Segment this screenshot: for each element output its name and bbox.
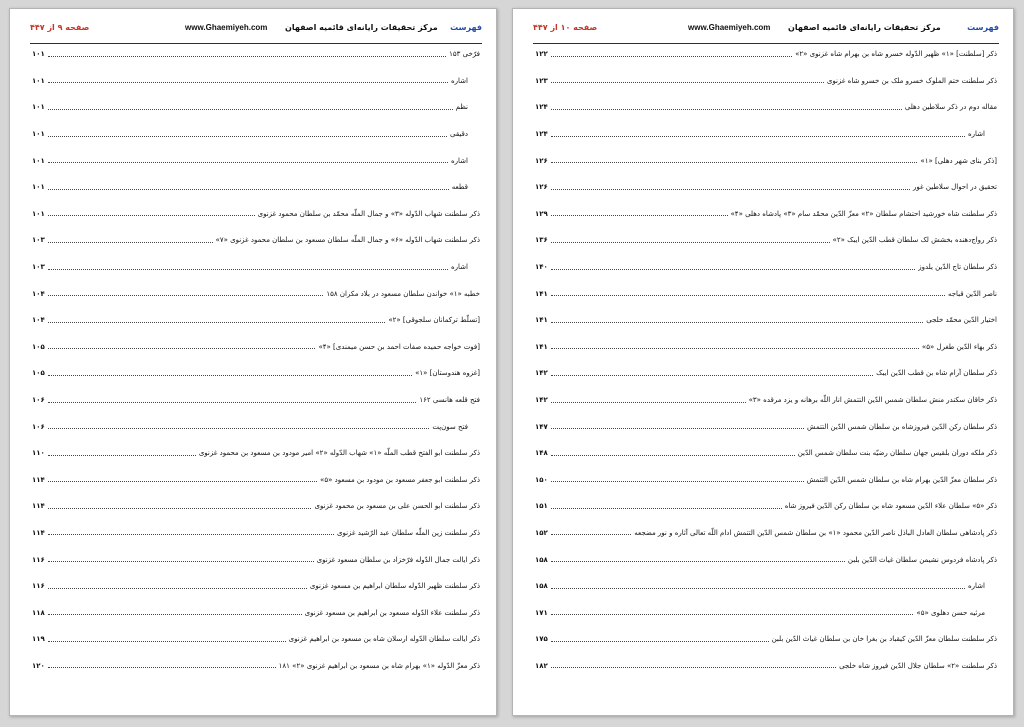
toc-entry-title: خطبه «۱» خواندن سلطان مسعود در بلاد مکران ۱۵۸ <box>326 289 480 298</box>
toc-entry-title: [فوت خواجه حمیده صفات احمد بن حسن میمندی] «۴» <box>318 342 480 351</box>
toc-entry[interactable] <box>535 573 997 600</box>
toc-entry[interactable] <box>32 653 480 680</box>
toc-entry-title: ذکر سلطنت شهاب الدّوله «۶» و جمال الملّه سلطان مسعود بن سلطان محمود غزنوی «۷» <box>215 236 480 245</box>
leader-dots <box>551 322 923 323</box>
leader-dots <box>551 534 631 535</box>
toc-entry[interactable] <box>32 546 480 573</box>
leader-dots <box>551 455 795 456</box>
toc-entry-title: ذکر ملکه دوران بلقیس جهان سلطان رضیّه بنت سلطان شمس الدّین <box>797 449 997 458</box>
toc-entry[interactable] <box>535 121 997 148</box>
toc-entry-title: مرثیه حسن دهلوی «۵» <box>916 608 985 617</box>
toc-entry-page: ۱۰۵ <box>32 342 45 351</box>
toc-entry-page: ۱۰۱ <box>32 156 45 165</box>
toc-entry-title: ذکر سلطان رکن الدّین فیروزشاه بن سلطان شمس الدّین التتمش <box>807 422 997 431</box>
toc-entry-page: ۱۲۴ <box>535 103 548 112</box>
leader-dots <box>551 295 945 296</box>
toc-entry-page: ۱۰۱ <box>32 130 45 139</box>
toc-entry-title: اشاره <box>968 130 985 139</box>
leader-dots <box>551 82 824 83</box>
toc-entry-title: [تسلّط ترکمانان سلجوقی] «۲» <box>388 316 480 325</box>
leader-dots <box>551 136 965 137</box>
toc-entry[interactable] <box>535 147 997 174</box>
leader-dots <box>48 189 449 190</box>
toc-entry-title: ذکر پادشاه فردوس نشیمن سلطان غیاث الدّین بلبن <box>847 555 997 564</box>
leader-dots <box>551 428 804 429</box>
toc-entry-page: ۱۱۴ <box>32 528 45 537</box>
toc-entry-title: اشاره <box>451 263 468 272</box>
toc-entry-page: ۱۲۶ <box>535 156 548 165</box>
toc-entry-title: ذکر سلطنت ظهیر الدّوله سلطان ابراهیم بن مسعود غزنوی <box>309 582 480 591</box>
toc-entry[interactable] <box>32 599 480 626</box>
leader-dots <box>48 455 196 456</box>
toc-entry[interactable] <box>32 68 480 95</box>
toc-entry[interactable] <box>535 94 997 121</box>
toc-entry-title: ذکر [سلطنت] «۱» ظهیر الدّوله خسرو شاه بن بهرام شاه غزنوی «۲» <box>795 50 997 59</box>
toc-entry[interactable] <box>32 493 480 520</box>
leader-dots <box>551 588 965 589</box>
leader-dots <box>48 402 417 403</box>
leader-dots <box>48 348 316 349</box>
toc-entry[interactable] <box>32 201 480 228</box>
leader-dots <box>48 588 307 589</box>
toc-entry-title: ذکر ایالت سلطان الدّوله ارسلان شاه بن مسعود بن ابراهیم غزنوی <box>288 635 480 644</box>
toc-entry-title: مقاله دوم در ذکر سلاطین دهلی <box>904 103 997 112</box>
leader-dots <box>551 667 836 668</box>
toc-entry-title: ذکر پادشاهی سلطان العادل الباذل ناصر الدّین محمود «۱» بن سلطان شمس الدّین التتمش ادام اللّه تعالی آثاره و نور مضجعه <box>634 528 997 537</box>
leader-dots <box>551 189 910 190</box>
toc-entry[interactable] <box>535 387 997 414</box>
toc-entry[interactable] <box>32 360 480 387</box>
toc-entry[interactable] <box>32 94 480 121</box>
toc-entry-title: ذکر سلطان آرام شاه بن قطب الدّین ایبک <box>876 369 997 378</box>
toc-entry-page: ۱۰۳ <box>32 263 45 272</box>
leader-dots <box>551 162 918 163</box>
site-url[interactable]: www.Ghaemiyeh.com <box>185 23 268 32</box>
toc-entry-page: ۱۴۱ <box>535 289 548 298</box>
organization-name: مرکز تحقیقات رایانه‌ای قائمیه اصفهان <box>285 23 438 32</box>
toc-entry[interactable] <box>535 440 997 467</box>
toc-entry-title: ذکر سلطنت ابو الفتح قطب الملّه «۱» شهاب الدّوله «۲» امیر مودود بن مسعود بن محمود غزنوی <box>198 449 480 458</box>
toc-entry-page: ۱۱۴ <box>32 475 45 484</box>
toc-entry-page: ۱۴۲ <box>535 396 548 405</box>
leader-dots <box>551 242 830 243</box>
leader-dots <box>48 375 412 376</box>
toc-entry-page: ۱۵۱ <box>535 502 548 511</box>
toc-entry-title: اشاره <box>451 76 468 85</box>
toc-entry-title: ذکر سلطان تاج الدّین یلدوز <box>918 263 997 272</box>
toc-entry-title: اشاره <box>451 156 468 165</box>
toc-entry-title: فتح سون‌پت <box>432 422 468 431</box>
toc-entry-page: ۱۴۷ <box>535 422 548 431</box>
toc-entry-title: ذکر سلطنت شهاب الدّوله «۳» و جمال الملّه محمّد بن سلطان محمود غزنوی <box>257 209 480 218</box>
toc-entry[interactable] <box>535 307 997 334</box>
toc-entry-page: ۱۰۴ <box>32 316 45 325</box>
site-url[interactable]: www.Ghaemiyeh.com <box>688 23 771 32</box>
toc-entry-title: ذکر بهاء الدّین طغرل «۵» <box>921 342 997 351</box>
toc-entry-page: ۱۷۵ <box>535 635 548 644</box>
toc-entry[interactable] <box>32 467 480 494</box>
leader-dots <box>48 428 430 429</box>
page-number-label: صفحه ۱۰ از ۴۴۷ <box>533 23 598 32</box>
toc-entry[interactable] <box>32 307 480 334</box>
toc-entry-page: ۱۲۲ <box>535 50 548 59</box>
toc-entry-page: ۱۱۹ <box>32 635 45 644</box>
toc-entry-page: ۱۲۶ <box>535 183 548 192</box>
toc-entry-page: ۱۸۲ <box>535 661 548 670</box>
leader-dots <box>48 667 276 668</box>
toc-entry-page: ۱۰۶ <box>32 396 45 405</box>
toc-entry[interactable] <box>535 334 997 361</box>
toc-entry-page: ۱۰۱ <box>32 50 45 59</box>
toc-entry-title: قطعه <box>451 183 468 192</box>
toc-entry-title: نظم <box>455 103 468 112</box>
leader-dots <box>551 348 919 349</box>
toc-entry[interactable] <box>535 68 997 95</box>
leader-dots <box>48 162 448 163</box>
toc-entry-page: ۱۴۱ <box>535 316 548 325</box>
toc-entry[interactable] <box>32 41 480 68</box>
toc-entry-title: ذکر خاقان سکندر منش سلطان شمس الدّین التتمش انار اللّه برهانه و یزد مرقده «۳» <box>748 396 997 405</box>
leader-dots <box>48 82 448 83</box>
toc-entry[interactable] <box>535 599 997 626</box>
section-title: فهرست <box>967 23 999 32</box>
leader-dots <box>48 269 448 270</box>
leader-dots <box>48 242 213 243</box>
toc-entry-page: ۱۰۴ <box>32 289 45 298</box>
toc-entry-title: اختیار الدّین محمّد خلجی <box>926 316 997 325</box>
toc-entry-title: ذکر سلطنت ابو الحسن علی بن مسعود بن محمود غزنوی <box>314 502 480 511</box>
toc-entry[interactable] <box>32 626 480 653</box>
toc-entry[interactable] <box>32 520 480 547</box>
page-number-label: صفحه ۹ از ۴۴۷ <box>30 23 90 32</box>
toc-entry-title: ذکر سلطنت «۲» سلطان جلال الدّین فیروز شاه خلجی <box>839 661 997 670</box>
toc-entry-page: ۱۵۸ <box>535 582 548 591</box>
toc-entry-title: ذکر سلطنت ختم الملوک خسرو ملک بن خسرو شاه غزنوی <box>826 76 997 85</box>
toc-entry[interactable] <box>535 520 997 547</box>
toc-entry[interactable] <box>32 254 480 281</box>
toc-entry[interactable] <box>535 653 997 680</box>
leader-dots <box>551 109 902 110</box>
toc-entry-page: ۱۴۰ <box>535 263 548 272</box>
toc-entry-title: ذکر سلطنت علاء الدّوله مسعود بن ابراهیم بن مسعود غزنوی <box>304 608 480 617</box>
toc-entry[interactable] <box>32 280 480 307</box>
toc-entry-page: ۱۴۲ <box>535 369 548 378</box>
toc-entry[interactable] <box>535 413 997 440</box>
toc-entry-title: ذکر معزّ الدّوله «۱» بهرام شاه بن مسعود بن ابراهیم غزنوی «۲» ۱۸۱ <box>278 661 480 670</box>
leader-dots <box>48 109 453 110</box>
leader-dots <box>48 561 314 562</box>
toc-entry-page: ۱۱۶ <box>32 555 45 564</box>
organization-name: مرکز تحقیقات رایانه‌ای قائمیه اصفهان <box>788 23 941 32</box>
leader-dots <box>551 269 915 270</box>
toc-entry[interactable] <box>535 546 997 573</box>
toc-entry-title: ذکر «۵» سلطان علاء الدّین مسعود شاه بن سلطان رکن الدّین فیروز شاه <box>784 502 997 511</box>
toc-entry-page: ۱۵۸ <box>535 555 548 564</box>
toc-entry[interactable] <box>535 467 997 494</box>
toc-entry[interactable] <box>535 360 997 387</box>
toc-entry[interactable] <box>535 254 997 281</box>
toc-entry-page: ۱۰۵ <box>32 369 45 378</box>
toc-entry[interactable] <box>32 334 480 361</box>
toc-entry-title: ذکر سلطنت شاه خورشید احتشام سلطان «۲» معزّ الدّین محمّد سام «۳» پادشاه دهلی «۴» <box>730 209 997 218</box>
toc-entry-title: اشاره <box>968 582 985 591</box>
toc-entry-title: ذکر رواج‌دهنده بخشش لک سلطان قطب الدّین ایبک «۲» <box>832 236 997 245</box>
toc-entry-title: دقیقی <box>450 130 468 139</box>
toc-entry-page: ۱۲۰ <box>32 661 45 670</box>
toc-entry-page: ۱۰۱ <box>32 209 45 218</box>
toc-entry[interactable] <box>32 413 480 440</box>
leader-dots <box>551 402 746 403</box>
leader-dots <box>551 56 792 57</box>
toc-list <box>535 41 997 679</box>
toc-entry-title: فتح قلعه هانسی ۱۶۲ <box>419 396 480 405</box>
toc-entry-title: ذکر سلطنت ابو جعفر مسعود بن مودود بن مسعود «۵» <box>320 475 480 484</box>
leader-dots <box>48 295 324 296</box>
toc-entry[interactable] <box>535 493 997 520</box>
left-document-page <box>9 8 497 716</box>
toc-entry-page: ۱۰۱ <box>32 183 45 192</box>
right-document-page <box>512 8 1014 716</box>
toc-entry-page: ۱۲۴ <box>535 130 548 139</box>
leader-dots <box>48 136 447 137</box>
toc-entry[interactable] <box>535 201 997 228</box>
toc-entry[interactable] <box>32 387 480 414</box>
toc-entry-page: ۱۲۳ <box>535 76 548 85</box>
toc-entry-title: ذکر سلطنت زین الملّه سلطان عبد الرّشید غزنوی <box>337 528 480 537</box>
leader-dots <box>48 322 385 323</box>
toc-entry-title: [ذکر بنای شهر دهلی] «۱» <box>920 156 997 165</box>
leader-dots <box>48 508 312 509</box>
toc-entry[interactable] <box>32 147 480 174</box>
toc-entry-title: ذکر سلطنت سلطان معزّ الدّین کیقباد بن بغرا خان بن سلطان غیاث الدّین بلبن <box>771 635 997 644</box>
toc-entry-page: ۱۰۶ <box>32 422 45 431</box>
toc-entry-title: فرّخی ۱۵۳ <box>449 50 480 59</box>
toc-entry[interactable] <box>32 573 480 600</box>
toc-entry-page: ۱۴۱ <box>535 342 548 351</box>
toc-entry[interactable] <box>32 440 480 467</box>
toc-entry-title: ذکر سلطان معزّ الدّین بهرام شاه بن سلطان شمس الدّین التتمش <box>806 475 997 484</box>
leader-dots <box>48 56 446 57</box>
toc-entry-page: ۱۳۶ <box>535 236 548 245</box>
toc-entry[interactable] <box>535 41 997 68</box>
toc-entry-page: ۱۱۴ <box>32 502 45 511</box>
leader-dots <box>48 481 317 482</box>
toc-entry[interactable] <box>32 174 480 201</box>
toc-entry-page: ۱۵۲ <box>535 528 548 537</box>
toc-entry[interactable] <box>535 174 997 201</box>
leader-dots <box>551 508 782 509</box>
leader-dots <box>48 614 302 615</box>
toc-entry-title: تحقیق در احوال سلاطین غور <box>913 183 997 192</box>
leader-dots <box>551 481 804 482</box>
toc-entry-page: ۱۰۳ <box>32 236 45 245</box>
toc-entry-page: ۱۲۹ <box>535 209 548 218</box>
leader-dots <box>551 215 728 216</box>
section-title: فهرست <box>450 23 482 32</box>
leader-dots <box>551 561 845 562</box>
toc-entry-page: ۱۷۱ <box>535 608 548 617</box>
toc-entry[interactable] <box>535 280 997 307</box>
toc-entry-page: ۱۱۶ <box>32 582 45 591</box>
toc-entry-page: ۱۵۰ <box>535 475 548 484</box>
leader-dots <box>48 641 286 642</box>
toc-entry[interactable] <box>535 227 997 254</box>
toc-entry-page: ۱۰۱ <box>32 76 45 85</box>
toc-entry-page: ۱۱۸ <box>32 608 45 617</box>
leader-dots <box>551 375 873 376</box>
toc-list <box>32 41 480 679</box>
toc-entry[interactable] <box>32 227 480 254</box>
toc-entry-page: ۱۴۸ <box>535 449 548 458</box>
toc-entry-page: ۱۱۰ <box>32 449 45 458</box>
toc-entry-title: [غزوه هندوستان] «۱» <box>415 369 480 378</box>
leader-dots <box>48 215 255 216</box>
toc-entry-title: ذکر ایالت جمال الدّوله فرّخزاد بن سلطان مسعود غزنوی <box>316 555 480 564</box>
toc-entry-title: ناصر الدّین قباجه <box>947 289 997 298</box>
leader-dots <box>551 641 769 642</box>
toc-entry[interactable] <box>32 121 480 148</box>
leader-dots <box>551 614 914 615</box>
toc-entry-page: ۱۰۱ <box>32 103 45 112</box>
toc-entry[interactable] <box>535 626 997 653</box>
leader-dots <box>48 534 334 535</box>
